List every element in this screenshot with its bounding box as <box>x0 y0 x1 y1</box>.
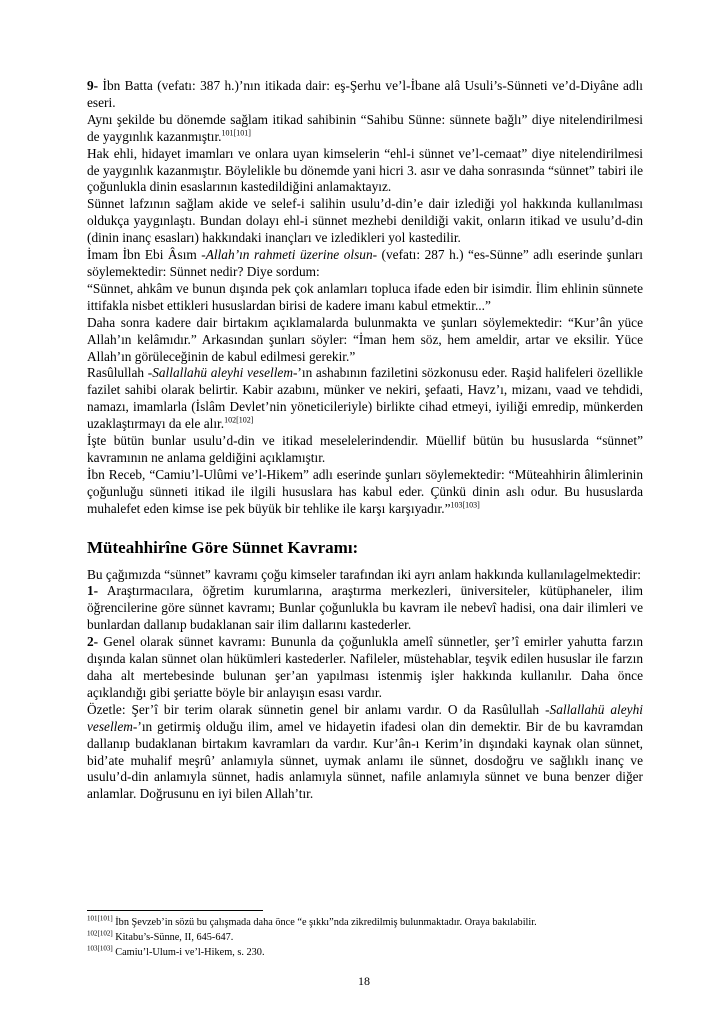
paragraph-kader: Daha sonra kadere dair birtakım açıklamalarda bulunmakta ve şunları söylemektedir: “Kur’ân yüce Allah’ın kelâmıdır.” Arkasından şunları söyler: “İman hem söz, hem ameldir, artar ve eksilir. Yüce Allah’ın görüleceğinin de kabul edilmesi gerekir.” <box>87 314 643 364</box>
prayer-phrase: -Allah’ın rahmeti üzerine olsun- <box>201 247 378 263</box>
footnote-ref[interactable]: 101[101] <box>221 128 251 138</box>
footnote-divider <box>87 910 263 911</box>
paragraph-item-2 <box>87 634 643 702</box>
paragraph-text: İbn Receb, “Camiu’l-Ulûmi ve’l-Hikem” adlı eserinde şunları söylemektedir: “Müteahhirin âlimlerinin çoğunluğu sünneti itikad ile ilgili hususlara has kabul eder. Çünkü dinin aslı odur. Bu hususlarda muhalefet eden kimse ise pek büyük bir tehlike ile karşı karşıyadır.” <box>87 466 643 516</box>
paragraph-text: Araştırmacılara, öğretim kurumlarına, araştırma merkezleri, üniversiteler, kütüphaneler, ilim öğrencilerine göre sünnet kavramı; Bunlar çoğunlukla bu kavram ile nebevî hadisi, ona dair ilimleri ve bunlardan dallanıp budaklanan sair ilim dallarını kastederler. <box>87 583 643 633</box>
paragraph-text: ’ın getirmiş olduğu ilim, amel ve hidayetin ifadesi olan din demektir. Bir de bu kavramdan dallanıp budaklanan birtakım kavramları da vardır. Kur’ân-ı Kerim’in dışındaki kaynak olan sünnet, bid’ate muhalif meşrû’ anlamıyla sünnet, uymak anlamı ile sünnet, dosdoğru ve sağlıklı inanç ve usulu’d-din anlamıyla sünnet, hadis anlamıyla sünnet, nafile anlamıyla sünnet ve buna benzer diğer anlamlar. Doğrusunu en iyi bilen Allah’tır. <box>87 718 643 802</box>
footnote-103 <box>87 946 643 961</box>
paragraph-text: (vefatı: 287 h.) “es-Sünne” adlı eserinde şunları söylemektedir: Sünnet nedir? Diye sordum: <box>87 247 643 279</box>
page-body <box>87 78 643 803</box>
footnote-ref[interactable]: 103[103] <box>450 500 480 510</box>
paragraph-text: Rasûlullah <box>87 365 148 381</box>
paragraph-text: Genel olarak sünnet kavramı: Bununla da çoğunlukla amelî sünnetler, şer’î emirler yahutta farzın dışında kalan sünnet olan hükümleri kastederler. Nafileler, müstehablar, teşvik edilen hususlar ile farzın daha alt mertebesinde bulunan şer’an yapılması istenmiş işler hakkında kullanılır. Daha önce açıklandığı gibi şeriatte böyle bir anlayışın esası vardır. <box>87 634 643 700</box>
paragraph-ehl-i-sunnet: Hak ehli, hidayet imamları ve onlara uyan kimselerin “ehl-i sünnet ve’l-cemaat” diye nitelendirilmesi de yaygınlık kazanmıştır. Böylelikle bu dönemde yani hicri 3. asır ve daha sonrasında “sünnet” tabiri ile çoğunlukla dinin esaslarının kastedildiğini anlamaktayız. <box>87 145 643 195</box>
paragraph-quote-sunnet: “Sünnet, ahkâm ve bunun dışında pek çok anlamları topluca ifade eden bir isimdir. İlim ehlinin sünnete ittifakla nisbet ettikleri hususlardan birisi de kadere imanı kabul etmektir...” <box>87 280 643 313</box>
footnote-101 <box>87 916 643 931</box>
list-number: 2- <box>87 634 99 650</box>
paragraph-text: ’ın ashabının faziletini sözkonusu eder. Raşid halifeleri özellikle fazilet sahibi olarak belirtir. Kabir azabını, münker ve nekiri, şefaati, Havz’ı, mizanı, vaad ve tehdidi, namazı, imamlarla (İslâm Devlet’nin yöneticileriyle) birlikte cihad etmeyi, iyiliği emredip, münkerden uzaklaştırmayı da ele alır. <box>87 365 643 432</box>
paragraph-sahibu-sunne <box>87 112 643 146</box>
paragraph-usulu-d-din: İşte bütün bunlar usulu’d-din ve itikad meselelerindendir. Müellif bütün bu hususlarda “sünnet” kavramının ne anlama geldiğini açıklamıştır. <box>87 433 643 465</box>
paragraph-text: Aynı şekilde bu dönemde sağlam itikad sahibinin “Sahibu Sünne: sünnete bağlı” diye nitelendirilmesi de yaygınlık kazanmıştır. <box>87 111 643 144</box>
paragraph-text: İmam İbn Ebi Âsım <box>87 247 202 263</box>
paragraph-ibn-ebi-asim <box>87 247 643 281</box>
footnote-text: Camiu’l-Ulum-i ve’l-Hikem, s. 230. <box>112 946 265 958</box>
paragraph-ibn-batta <box>87 78 643 112</box>
list-number: 1- <box>87 583 99 599</box>
paragraph-cagimizda: Bu çağımızda “sünnet” kavramı çoğu kimseler tarafından iki ayrı anlam hakkında kullanılagelmektedir: <box>87 566 641 582</box>
list-number: 9- <box>87 78 99 93</box>
footnote-text: İbn Şevzeb’in sözü bu çalışmada daha önce “e şıkkı”nda zikredilmiş bulunmaktadır. Oraya bakılabilir. <box>112 917 537 928</box>
paragraph-sunnet-lafzi: Sünnet lafzının sağlam akide ve selef-i salihin usulu’d-din’e dair izlediği yol hakkında kullanılması oldukça yaygınlaştı. Bundan dolayı ehl-i sünnet mezhebi denildiği vakit, onların itikad ve usulu’d-din (dinin inanç esasları) hakkındaki inançları ve izledikleri yol kastedilir. <box>87 196 643 246</box>
paragraph-item-1 <box>87 583 643 634</box>
paragraph-text: Özetle: Şer’î bir terim olarak sünnetin genel bir anlamı vardır. O da Rasûlullah <box>87 701 546 717</box>
footnote-ref[interactable]: 102[102] <box>224 415 254 425</box>
footnote-number: 103[103] <box>87 944 113 953</box>
prayer-phrase: -Sallallahü aleyhi vesellem- <box>147 365 298 381</box>
prayer-phrase: -Sallallahü aleyhi vesellem- <box>87 701 643 734</box>
paragraph-rasulullah <box>87 365 643 433</box>
section-heading: Müteahhirîne Göre Sünnet Kavramı: <box>87 537 359 557</box>
footnote-102 <box>87 931 643 946</box>
footnote-number: 101[101] <box>87 914 113 923</box>
footnote-number: 102[102] <box>87 929 113 938</box>
footnote-text: Kitabu’s-Sünne, II, 645-647. <box>112 931 234 943</box>
paragraph-ozetle <box>87 702 643 803</box>
paragraph-ibn-receb <box>87 467 643 518</box>
page-number: 18 <box>358 974 370 988</box>
paragraph-text: İbn Batta (vefatı: 387 h.)’nın itikada dair: eş-Şerhu ve’l-İbane alâ Usuli’s-Sünneti ve’d-Diyâne adlı eseri. <box>87 78 643 110</box>
footnotes <box>87 916 643 960</box>
